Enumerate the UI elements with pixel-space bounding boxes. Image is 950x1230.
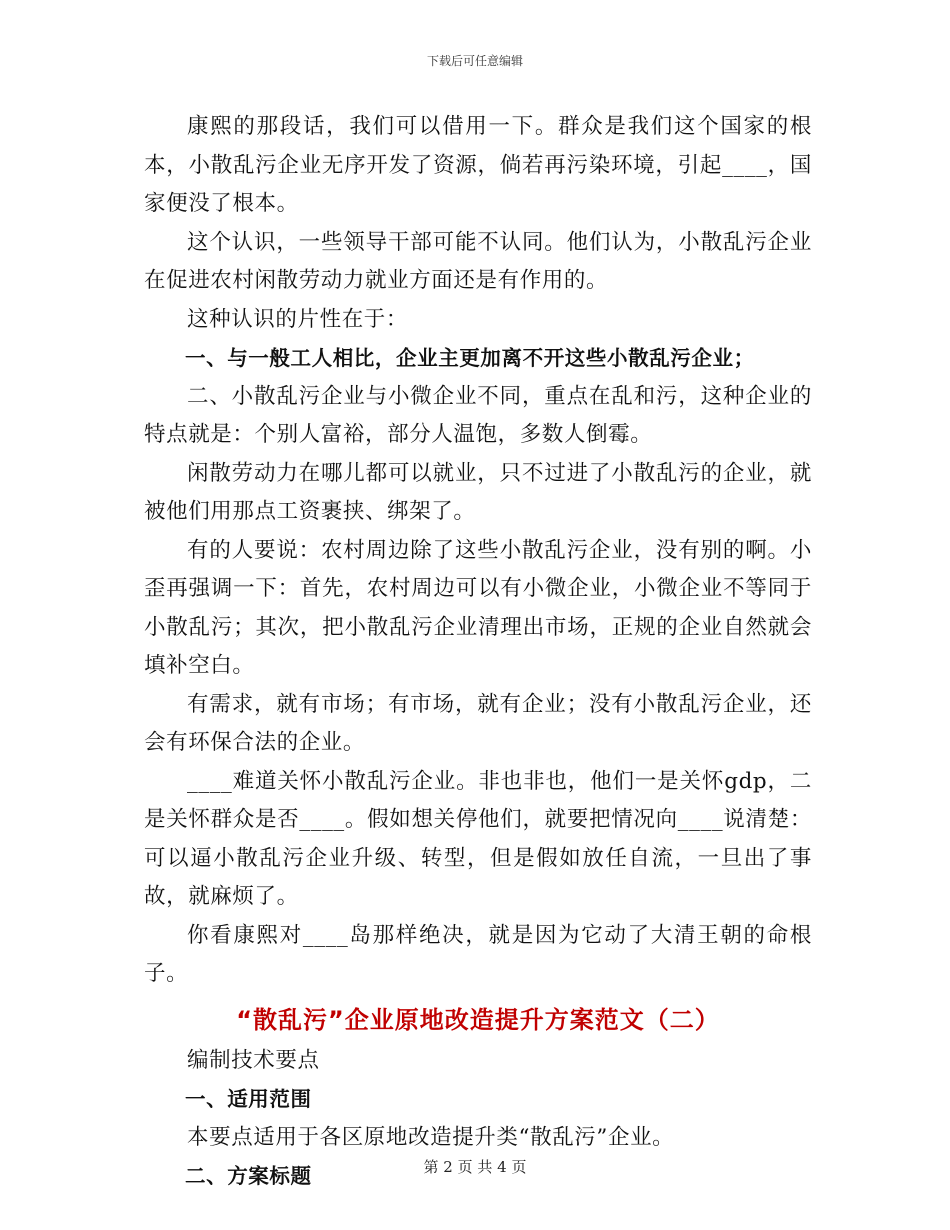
paragraph: 有需求，就有市场；有市场，就有企业；没有小散乱污企业，还会有环保合法的企业。	[144, 691, 812, 755]
paragraph: 闲散劳动力在哪儿都可以就业，只不过进了小散乱污的企业，就被他们用那点工资裹挟、绑架了。	[144, 460, 812, 524]
paragraph: 本要点适用于各区原地改造提升类“散乱污”企业。	[187, 1124, 675, 1150]
paragraph: 有的人要说：农村周边除了这些小散乱污企业，没有别的啊。小歪再强调一下：首先，农村周边可以有小微企业，小微企业不等同于小散乱污；其次，把小散乱污企业清理出市场，正规的企业自然就会填补空白。	[144, 537, 812, 678]
section-heading: 一、适用范围	[185, 1087, 312, 1111]
paragraph: 这个认识，一些领导干部可能不认同。他们认为，小散乱污企业在促进农村闲散劳动力就业方面还是有作用的。	[144, 229, 812, 293]
paragraph: 你看康熙对____岛那样绝决，就是因为它动了大清王朝的命根子。	[144, 922, 812, 986]
page-header: 下载后可任意编辑	[426, 54, 523, 68]
page-footer: 第 2 页 共 4 页	[423, 1158, 527, 1176]
paragraph: 编制技术要点	[187, 1047, 320, 1073]
paragraph: 二、小散乱污企业与小微企业不同，重点在乱和污，这种企业的特点就是：个别人富裕，部分人温饱，多数人倒霉。	[144, 383, 812, 447]
paragraph: ____难道关怀小散乱污企业。非也非也，他们一是关怀gdp，二是关怀群众是否____。假如想关停他们，就要把情况向____说清楚：可以逼小散乱污企业升级、转型，但是假如放任自流，一旦出了事故，就麻烦了。	[144, 768, 812, 909]
section-title: “散乱污”企业原地改造提升方案范文（二）	[236, 1005, 720, 1034]
paragraph: 康熙的那段话，我们可以借用一下。群众是我们这个国家的根本，小散乱污企业无序开发了资源，倘若再污染环境，引起____，国家便没了根本。	[144, 114, 812, 216]
section-heading: 二、方案标题	[185, 1164, 312, 1188]
document-body	[144, 108, 812, 1196]
bold-paragraph: 一、与一般工人相比，企业主更加离不开这些小散乱污企业；	[185, 346, 755, 370]
paragraph: 这种认识的片性在于：	[187, 306, 409, 332]
